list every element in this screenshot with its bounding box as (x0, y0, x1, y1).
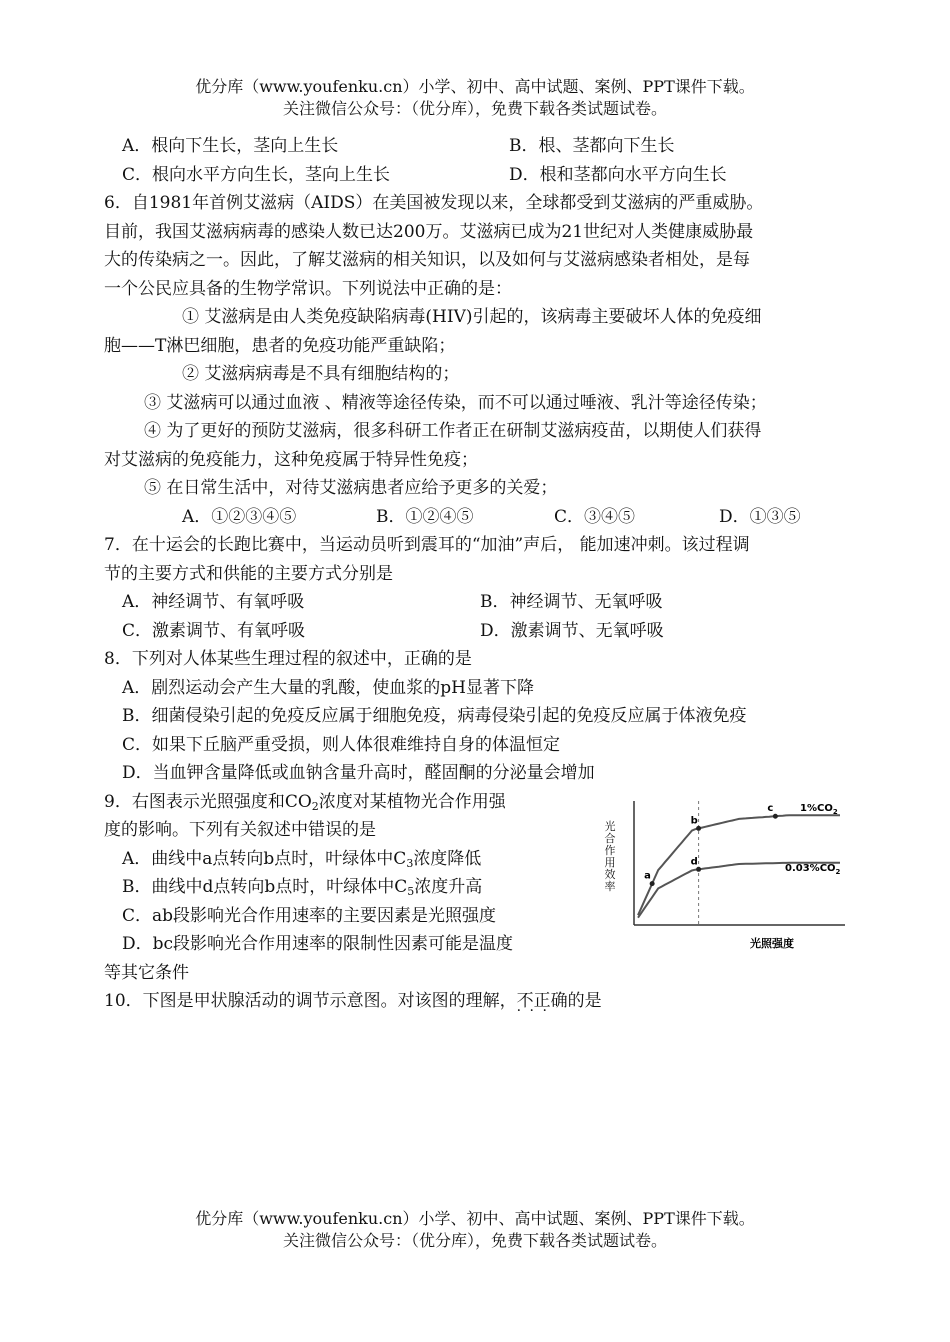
chart-point-c (773, 814, 778, 819)
q10-stem-emphasis: 不正确 · · · (517, 991, 568, 1011)
chart-series-label-003pct: $0.03\%CO_2$ (785, 863, 841, 876)
q5-option-b: B．根、茎都向下生长 (509, 136, 675, 156)
q6-statement-5: ⑤ 在日常生活中，对待艾滋病患者应给予更多的关爱； (144, 478, 558, 498)
q8-option-a: A．剧烈运动会产生大量的乳酸，使血浆的pH显著下降 (122, 677, 534, 698)
chart-svg (600, 795, 850, 955)
q8-option-d: D．当血钾含量降低或血钠含量升高时，醛固酮的分泌量会增加 (122, 763, 595, 783)
chart-point-label-a: a (644, 870, 651, 882)
chart-x-label: 光照强度 (750, 937, 794, 950)
q8-stem: 8．下列对人体某些生理过程的叙述中，正确的是 (104, 649, 472, 669)
q5-option-c: C．根向水平方向生长，茎向上生长 (122, 164, 391, 185)
q6-stem-line-1: 6．自1981年首例艾滋病（AIDS）在美国被发现以来，全球都受到艾滋病的严重威胁。 (104, 193, 764, 213)
q6-statement-3: ③ 艾滋病可以通过血液 、精液等途径传染，而不可以通过唾液、乳汁等途径传染； (144, 392, 767, 413)
chart-point-label-c: c (767, 803, 774, 815)
page-footer (0, 1208, 950, 1252)
q9-option-b-subscript: 5 (407, 885, 415, 898)
footer-line-1: 优分库（www.youfenku.cn）小学、初中、高中试题、案例、PPT课件下载。 (195, 1209, 755, 1228)
chart-y-label: 光合作用效率 (604, 820, 616, 893)
q9-stem-subscript: 2 (311, 799, 319, 813)
q9-option-b-tail: 浓度升高 (414, 877, 483, 897)
q9-option-d-line-1: D．bc段影响光合作用速率的限制性因素可能是温度 (122, 934, 514, 954)
q6-statement-1a: ① 艾滋病是由人类免疫缺陷病毒(HIV)引起的，该病毒主要破坏人体的免疫细 (182, 307, 762, 327)
q5-options-row-1 (104, 132, 849, 161)
q9-stem-line-1 (104, 788, 589, 817)
q6-stem-line-3: 大的传染病之一。因此，了解艾滋病的相关知识，以及如何与艾滋病感染者相处，是每 (104, 250, 750, 270)
q5-options-row-2 (104, 161, 849, 190)
q9-stem-text-a: 9．右图表示光照强度和CO (104, 791, 312, 812)
chart-point-b (696, 826, 701, 831)
q6-statement-2: ② 艾滋病病毒是不具有细胞结构的； (182, 364, 460, 384)
q8-option-c: C．如果下丘脑严重受损，则人体很难维持自身的体温恒定 (122, 734, 561, 755)
q6-statement-4b: 对艾滋病的免疫能力，这种免疫属于特异性免疫； (104, 449, 478, 470)
q7-options-row-1 (104, 588, 849, 617)
chart-point-a (650, 881, 655, 886)
q7-option-b: B．神经调节、无氧呼吸 (480, 592, 663, 612)
chart-points (644, 803, 778, 886)
header-line-2: 关注微信公众号：（优分库），免费下载各类试题试卷。 (282, 99, 667, 118)
q6-stem-line-4: 一个公民应具备的生物学常识。下列说法中正确的是： (104, 278, 512, 299)
q9-stem-line-2: 度的影响。下列有关叙述中错误的是 (104, 820, 376, 840)
q6-option-d: D．①③⑤ (719, 506, 801, 527)
footer-line-2: 关注微信公众号：（优分库），免费下载各类试题试卷。 (282, 1231, 667, 1250)
q6-option-a: A．①②③④⑤ (182, 506, 297, 527)
q9-option-c: C．ab段影响光合作用速率的主要因素是光照强度 (122, 905, 497, 926)
page-header (0, 76, 950, 120)
q5-option-d: D．根和茎都向水平方向生长 (509, 164, 727, 185)
q7-option-a: A．神经调节、有氧呼吸 (122, 592, 305, 612)
chart-point-label-b: b (690, 815, 698, 827)
q7-options-row-2 (104, 617, 849, 646)
q6-stem-line-2: 目前，我国艾滋病病毒的感染人数已达200万。艾滋病已成为21世纪对人类健康威胁最 (104, 221, 754, 242)
q10-stem-text: 10．下图是甲状腺活动的调节示意图。对该图的理解， (104, 991, 517, 1011)
q8-option-b: B．细菌侵染引起的免疫反应属于细胞免疫，病毒侵染引起的免疫反应属于体液免疫 (122, 706, 747, 726)
q9-option-b-text: B．曲线中d点转向b点时，叶绿体中C (122, 877, 408, 897)
q10-stem (104, 987, 849, 1016)
q7-option-d: D．激素调节、无氧呼吸 (480, 620, 664, 641)
q7-option-c: C．激素调节、有氧呼吸 (122, 620, 306, 641)
chart-point-d (696, 867, 701, 872)
chart-point-label-d: d (690, 856, 698, 868)
q7-stem-line-1: 7．在十运会的长跑比赛中，当运动员听到震耳的“加油”声后， 能加速冲刺。该过程调 (104, 535, 750, 555)
q9-option-a (104, 845, 607, 874)
photosynthesis-chart (600, 795, 850, 955)
q6-options-row (104, 503, 849, 532)
q6-statement-4a: ④ 为了更好的预防艾滋病，很多科研工作者正在研制艾滋病疫苗，以期使人们获得 (144, 421, 762, 441)
q9-option-d-line-2: 等其它条件 (104, 962, 189, 983)
q7-stem-line-2: 节的主要方式和供能的主要方式分别是 (104, 563, 393, 584)
q5-option-a: A．根向下生长，茎向上生长 (122, 136, 339, 156)
q6-option-b: B．①②④⑤ (376, 506, 474, 527)
q10-stem-tail: 的是 (567, 991, 602, 1011)
q6-option-c: C．③④⑤ (554, 506, 636, 527)
chart-series-label-1pct: $1\%CO_2$ (800, 803, 838, 816)
q9-stem-text-b: 浓度对某植物光合作用强 (318, 791, 506, 812)
q9-option-a-text: A．曲线中a点转向b点时，叶绿体中C (122, 848, 407, 869)
q9-option-a-tail: 浓度降低 (413, 848, 482, 869)
q9-option-b (104, 873, 607, 902)
q6-statement-1b: 胞——T淋巴细胞，患者的免疫功能严重缺陷； (104, 335, 456, 356)
q9-option-a-subscript: 3 (406, 856, 414, 870)
header-line-1: 优分库（www.youfenku.cn）小学、初中、高中试题、案例、PPT课件下载。 (195, 77, 755, 96)
